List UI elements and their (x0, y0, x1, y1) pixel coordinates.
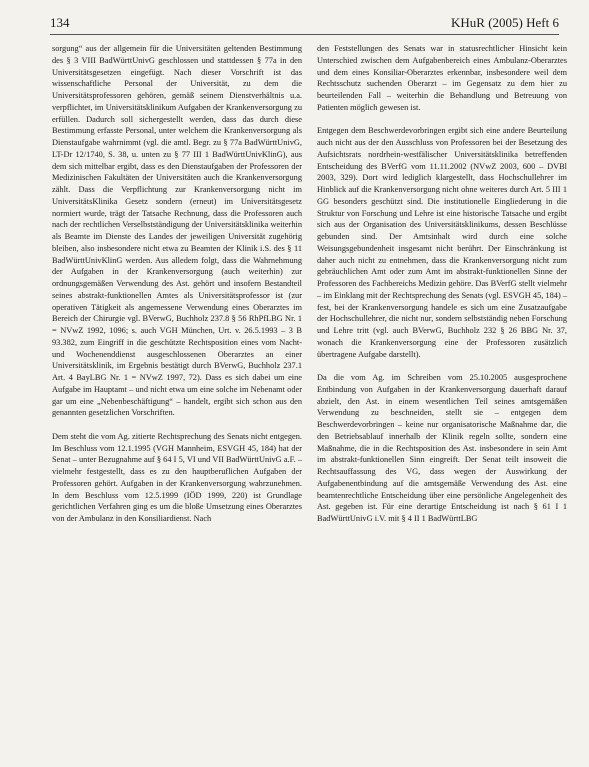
page-number: 134 (50, 15, 70, 30)
paragraph: Dem steht die vom Ag. zitierte Rechtsprechung des Senats nicht entgegen. Im Beschluss vom 12.1.1995 (VGH Mannheim, ESVGH 45, 184) hat der Senat – unter Bezugnahme auf § 64 I 5, VI und VII BadWürttUnivG a.F. – vielmehr festgestellt, dass es zu den hauptberuflichen Aufgaben der Professoren gehört. Aufgaben in der Krankenversorgung wahrzunehmen. In dem Beschluss vom 12.5.1999 (IÖD 1999, 220) ist Grundlage gerichtlichen Verfahren ging es um die bloße Umsetzung eines Oberarztes von der Ambulanz in den Konsiliardienst. Nach (52, 431, 302, 523)
journal-reference: KHuR (2005) Heft 6 (451, 15, 559, 30)
page-header (50, 12, 559, 35)
left-column (52, 43, 302, 537)
paragraph: Entgegen dem Beschwerdevorbringen ergibt sich eine andere Beurteilung auch nicht aus der den Ausschluss von Professoren bei der Besetzung des Aufsichtsrats nordrhein-westfälischer Universitätsklinika betreffenden Entscheidung des BVerfG vom 11.11.2002 (NVwZ 2003, 600 – DVBl 2003, 329). Dort wird lediglich klargestellt, dass Hochschullehrer im Hinblick auf die Krankenversorgung nicht ohne weiteres durch Art. 5 III 1 GG besonders geschützt sind. Die institutionelle Eingliederung in die Struktur von Forschung und Lehre ist eine historische Tatsache und ergibt sich aus der Organisation des Universitätsklinikums, dessen Beschlüsse gebunden sind. Der Amtsinhalt wird durch eine solche Weisungsgebundenheit insgesamt nicht berührt. Der Einschränkung ist daher auch nicht zu entnehmen, dass die Krankenversorgung nicht zum gebräuchlichen Amt oder zum Amt im abstrakt-funktionellen Sinne der Professoren des Fachbereichs Medizin gehöre. Das BVerfG stellt vielmehr – im Einklang mit der Rechtsprechung des Senats (vgl. ESVGH 45, 184) – fest, bei der Krankenversorgung handele es sich um eine Zusatzaufgabe der Hochschullehrer, die nicht nur, sondern selbstständig neben Forschung und Lehre tritt (vgl. auch BVerwG, Buchholz 232 § 26 BBG Nr. 37, wonach die Krankenversorgung eine der Professoren zusätzlich übertragene Aufgabe darstellt). (317, 126, 567, 359)
paragraph: sorgung“ aus der allgemein für die Universitäten geltenden Bestimmung des § 3 VIII BadWürttUnivG geschlossen und stattdessen § 77a in den Universitätsgesetzen eingefügt. Nach dieser Vorschrift ist das wissenschaftliche Personal der Universität, zu dem die Universitätsprofessoren gehören, gemäß seinem Dienstverhältnis u.a. verpflichtet, im Universitätsklinikum Aufgaben der Krankenversorgung zu erfüllen. Dadurch soll sichergestellt werden, dass das durch diese Bestimmung erfasste Personal, unter welchem die Krankenversorgung als Dienstaufgabe wahrnimmt (vgl. die amtl. Begr. zu § 77a BadWürttUnivG, LT-Dr 12/1740, S. 38, u. unten zu § 77 III 1 BadWürttUnivKlinG), aus dem sich mittelbar ergibt, dass es den Dienstaufgaben der Professoren der Medizinischen Fakultäten der Universitäten auch die Krankenversorgung zählt. Dass die Verpflichtung zur Krankenversorgung nicht im UniversitätsKlinika Gesetz sondern (erneut) im Universitätsgesetz normiert wurde, trägt der Tatsache Rechnung, dass die Professoren auch nach der rechtlichen Verselbstständigung der Universitätsklinika weiterhin als Beamte im Dienste des Landes der jeweiligen Universität zugehörig bleiben, also insbesondere nicht etwa zu Beamten der Klinik i.S. des § 11 BadWürttUnivKlinG werden. Aus alledem folgt, dass die Wahrnehmung der Aufgaben in der Krankenversorgung (auch weiterhin) zur ordnungsgemäßen Verwendung des Ast. gehört und insofern Bestandteil seines abstrakt-funktionellen Amtes als Universitätsprofessor ist (zur operativen Tätigkeit als angemessene Verwendung eines Oberarztes im Bereich der Chirurgie vgl. BVerwG, Buchholz 237.8 § 56 RhPfLBG Nr. 1 = NVwZ 1992, 1096; s. auch VGH München, Urt. v. 26.5.1993 – 3 B 93.382, zum Eingriff in die geschützte Rechtsposition eines vom Nacht- und Wochenenddienst ausgeschlossenen Oberarztes an einer Universitätsklinik, im Ergebnis bestätigt durch BVerwG, Buchholz 237.1 Art. 4 BayLBG Nr. 1 = NVwZ 1997, 72). Dass es sich dabei um eine Aufgabe im Hauptamt – und nicht etwa um eine solche im Nebenamt oder gar um eine „Nebenbeschäftigung“ – handelt, ergibt sich schon aus den genannten gesetzlichen Vorschriften. (52, 44, 302, 418)
paragraph: den Feststellungen des Senats war in statusrechtlicher Hinsicht kein Unterschied zwischen dem Aufgabenbereich eines Ambulanz-Oberarztes und dem eines Konsiliar-Oberarztes erkennbar, insbesondere weil dem Rechtsschutz suchenden Oberarzt – im Gegensatz zu dem hier zu beurteilenden Fall – weiterhin die Behandlung und Betreuung von Patienten möglich gewesen ist. (317, 44, 567, 112)
right-column (317, 43, 567, 537)
paragraph: Da die vom Ag. im Schreiben vom 25.10.2005 ausgesprochene Entbindung von Aufgaben in der Krankenversorgung dauerhaft darauf abzielt, den Ast. in einem wesentlichen Teil seines amtsgemäßen Verwendung zu beschneiden, stellt sie – entgegen dem Beschwerdevorbringen – keine nur organisatorische Maßnahme dar, die den Betriebsablauf innerhalb der Klinik regeln sollte, sondern eine Maßnahme, die in die Rechtsposition des Ast. insbesondere in sein Amt im abstrakt-funktionellen Sinn eingreift. Der Senat teilt insoweit die Rechtsauffassung des VG, dass wegen der Auswirkung der Aufgabenentbindung auf die amtsgemäße Verwendung des Ast. eine beamtenrechtliche Entscheidung über eine persönliche Angelegenheit des Ast. gegeben ist. Für eine derartige Entscheidung ist nach § 61 I 1 BadWürttUnivG i.V. mit § 4 II 1 BadWürttLBG (317, 373, 567, 523)
